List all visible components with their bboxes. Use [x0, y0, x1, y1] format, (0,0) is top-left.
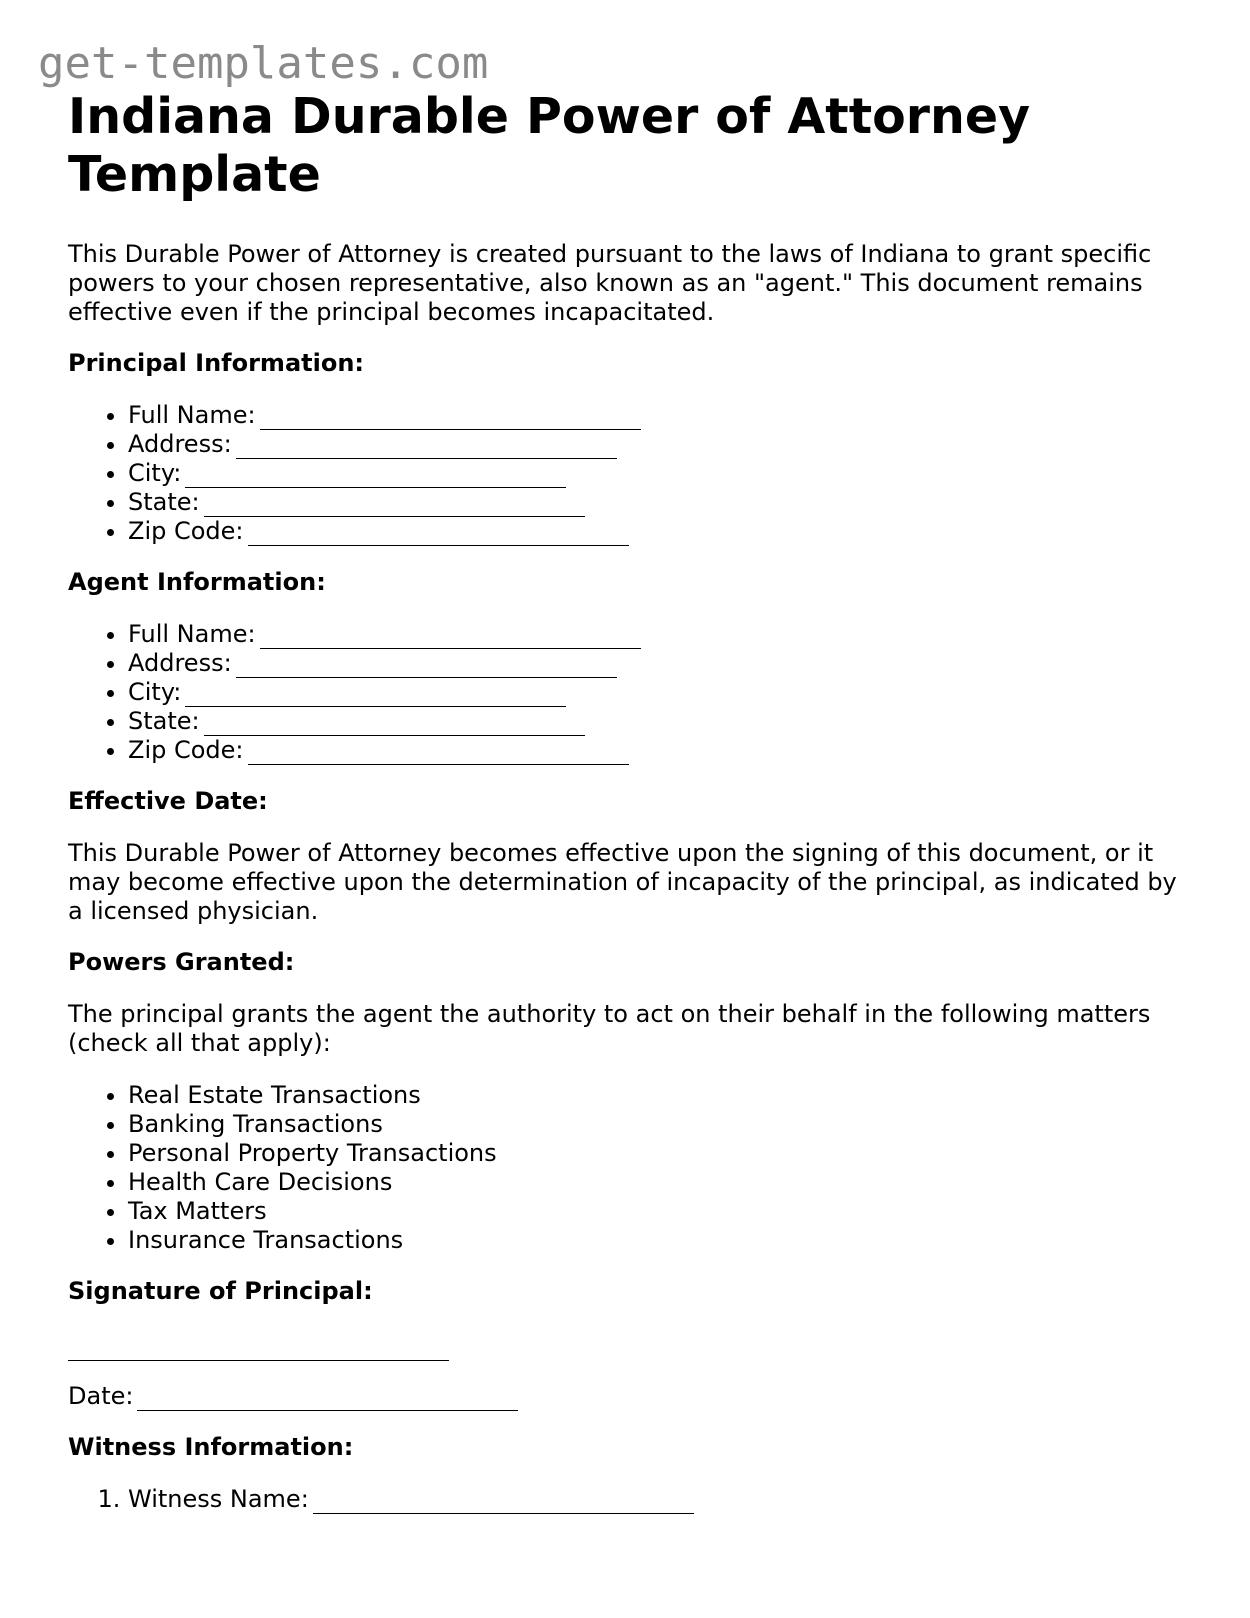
agent-field [128, 678, 1188, 707]
witness-fields [68, 1485, 1188, 1514]
effective-date-heading: Effective Date: [68, 787, 268, 815]
powers-list [68, 1081, 1188, 1255]
fill-blank[interactable] [185, 678, 566, 707]
agent-field [128, 707, 1188, 736]
field-label: Zip Code: [128, 517, 244, 545]
powers-text: The principal grants the agent the authority to act on their behalf in the following matters (check all that apply): [68, 1000, 1151, 1057]
fill-blank[interactable] [248, 736, 629, 765]
witness-heading: Witness Information: [68, 1433, 354, 1461]
principal-fields [68, 401, 1188, 546]
signature-heading: Signature of Principal: [68, 1277, 373, 1305]
principal-field [128, 517, 1188, 546]
field-label: State: [128, 707, 200, 735]
agent-field [128, 736, 1188, 765]
field-label: Address: [128, 649, 232, 677]
power-item: • Personal Property Transactions [128, 1139, 1188, 1168]
fill-blank[interactable] [204, 488, 585, 517]
effective-date-text: This Durable Power of Attorney becomes effective upon the signing of this document, or it may become effective upon the determination of incapacity of the principal, as indicated by a licensed physician. [68, 839, 1177, 925]
fill-blank[interactable] [236, 649, 617, 678]
agent-heading: Agent Information: [68, 568, 326, 596]
power-item: • Banking Transactions [128, 1110, 1188, 1139]
fill-blank[interactable] [260, 620, 641, 649]
field-label: Witness Name: [128, 1485, 309, 1513]
date-blank[interactable] [137, 1382, 518, 1411]
field-label: Full Name: [128, 620, 256, 648]
document-page [68, 88, 1188, 1514]
watermark: get-templates.com [38, 38, 489, 89]
signature-line[interactable] [68, 1336, 449, 1361]
field-label: Zip Code: [128, 736, 244, 764]
fill-blank[interactable] [260, 401, 641, 430]
fill-blank[interactable] [236, 430, 617, 459]
power-item: • Health Care Decisions [128, 1168, 1188, 1197]
field-label: City: [128, 678, 182, 706]
field-label: City: [128, 459, 182, 487]
agent-field [128, 649, 1188, 678]
intro-paragraph: This Durable Power of Attorney is created pursuant to the laws of Indiana to grant specific powers to your chosen representative, also known as an "agent." This document remains effective even if the principal becomes incapacitated. [68, 240, 1152, 326]
agent-field [128, 620, 1188, 649]
power-item: • Insurance Transactions [128, 1226, 1188, 1255]
date-label: Date: [68, 1382, 134, 1410]
principal-field [128, 401, 1188, 430]
fill-blank[interactable] [204, 707, 585, 736]
field-label: Address: [128, 430, 232, 458]
agent-fields [68, 620, 1188, 765]
field-label: Full Name: [128, 401, 256, 429]
power-item: • Real Estate Transactions [128, 1081, 1188, 1110]
witness-field [128, 1485, 1188, 1514]
power-item: • Tax Matters [128, 1197, 1188, 1226]
principal-field [128, 430, 1188, 459]
fill-blank[interactable] [248, 517, 629, 546]
fill-blank[interactable] [185, 459, 566, 488]
date-row [68, 1382, 1188, 1411]
principal-heading: Principal Information: [68, 349, 365, 377]
field-label: State: [128, 488, 200, 516]
powers-heading: Powers Granted: [68, 948, 295, 976]
principal-field [128, 488, 1188, 517]
fill-blank[interactable] [313, 1485, 694, 1514]
principal-field [128, 459, 1188, 488]
document-title: Indiana Durable Power of Attorney Template [68, 88, 1031, 203]
